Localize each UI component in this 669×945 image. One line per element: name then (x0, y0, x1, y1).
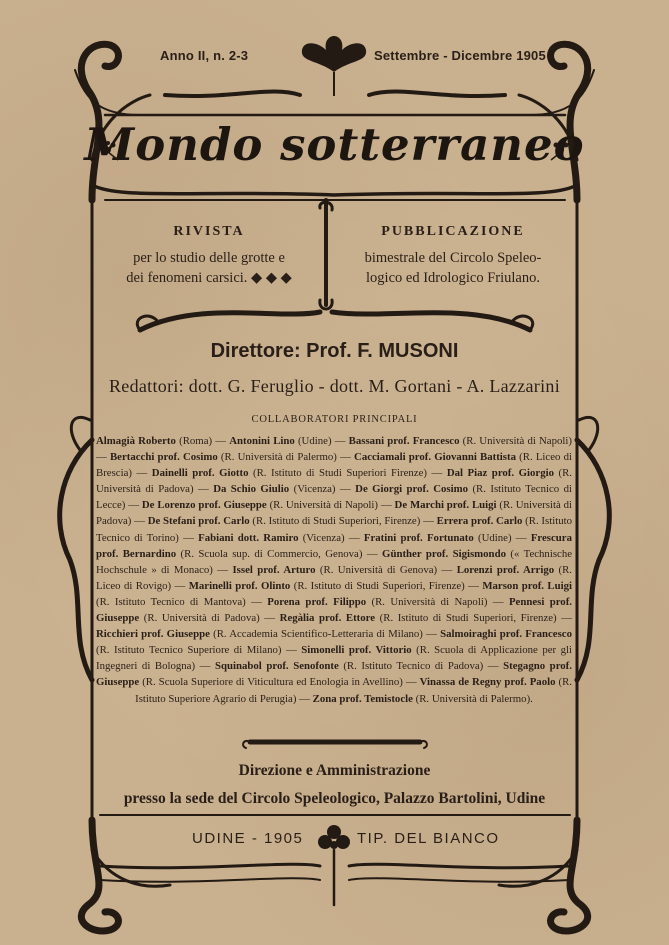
collaborator-affiliation: (R. Istituto di Studi Superiori, Firenze) — (290, 579, 483, 592)
collaborator-name: Marinelli prof. Olinto (188, 579, 291, 592)
collaborator-affiliation: (R. Istituto Tecnico Superiore di Milano) — (96, 644, 302, 657)
collaborator-affiliation: (R. Università di Padova) — (96, 467, 573, 496)
collaborator-name: Errera prof. Carlo (436, 515, 523, 528)
director-line: Direttore: Prof. F. MUSONI (210, 340, 459, 362)
right-column-line2: logico ed Idrologico Friulano. (366, 270, 540, 286)
collaborator-name: Vinassa de Regny prof. Paolo (419, 676, 556, 689)
collaborator-affiliation: (R. Università di Napoli) — (366, 595, 509, 608)
collaborator-affiliation: (R. Istituto di Studi Superiori, Firenze) — (375, 612, 572, 625)
collaborators-heading: COLLABORATORI PRINCIPALI (251, 414, 418, 425)
collaborator-affiliation: (R. Liceo di Brescia) — (96, 451, 572, 480)
collaborator-name: Dal Piaz prof. Giorgio (446, 467, 554, 480)
collaborator-affiliation: (Udine) — (473, 531, 531, 544)
collaborator-affiliation: (R. Università di Palermo). (412, 692, 533, 705)
collaborator-affiliation: (Vicenza) — (298, 531, 364, 544)
collaborator-name: Fratini prof. Fortunato (363, 531, 474, 544)
collaborator-affiliation: (R. Università di Napoli) — (266, 499, 395, 512)
collaborator-name: Fabiani dott. Ramiro (198, 531, 299, 544)
collaborator-name: Bertacchi prof. Cosimo (109, 451, 218, 464)
collaborator-affiliation: (R. Istituto Tecnico di Mantova) — (96, 595, 268, 608)
collaborator-affiliation: (R. Istituto Superiore Agrario di Perugia) — (135, 676, 572, 705)
collaborator-affiliation: (R. Liceo di Rovigo) — (96, 563, 573, 592)
right-column (336, 222, 570, 288)
journal-title: Mondo sotterraneo (84, 118, 585, 171)
administration-address: presso la sede del Circolo Speleologico, Palazzo Bartolini, Udine (123, 790, 546, 807)
collaborator-name: De Lorenzo prof. Giuseppe (141, 499, 267, 512)
collaborator-name: De Marchi prof. Luigi (394, 499, 497, 512)
administration-heading: Direzione e Amministrazione (238, 762, 431, 779)
left-column-line2: dei fenomeni carsici. ◆ ◆ ◆ (126, 270, 292, 286)
collaborator-name: Simonelli prof. Vittorio (301, 644, 412, 657)
collaborator-affiliation: (R. Istituto Tecnico di Torino) — (96, 515, 573, 544)
collaborator-name: Dainelli prof. Giotto (151, 467, 249, 480)
collaborator-affiliation: (Udine) — (294, 435, 349, 447)
collaborator-name: De Stefani prof. Carlo (147, 515, 250, 528)
clover-ornament-icon (318, 825, 350, 849)
collaborator-affiliation: (Vicenza) — (289, 483, 356, 496)
right-column-line1: bimestrale del Circolo Speleo- (364, 250, 542, 266)
collaborator-name: Bassani prof. Francesco (348, 435, 460, 447)
collaborator-affiliation: (R. Scuola sup. di Commercio, Genova) — (176, 547, 383, 560)
collaborator-affiliation: (R. Istituto Tecnico di Padova) — (338, 660, 504, 673)
collaborator-affiliation: (R. Istituto Tecnico di Lecce) — (96, 483, 572, 512)
issue-date: Settembre - Dicembre 1905 (374, 48, 546, 63)
collaborator-name: Pennesi prof. Giuseppe (96, 595, 573, 625)
collaborator-name: Squinabol prof. Senofonte (214, 660, 339, 673)
collaborator-name: Almagià Roberto (96, 435, 176, 447)
collaborator-affiliation: (Roma) — (175, 435, 230, 447)
collaborator-name: Marson prof. Luigi (482, 579, 572, 592)
collaborator-affiliation: (R. Scuola Superiore di Viticultura ed Enologia in Avellino) — (139, 676, 420, 689)
imprint-place-year: UDINE - 1905 (192, 830, 304, 847)
collaborator-affiliation: (« Technische Hochschule » di Monaco) — (96, 547, 573, 576)
imprint-printer: TIP. DEL BIANCO (357, 830, 500, 847)
collaborator-name: Da Schio Giulio (213, 483, 290, 496)
issue-number: Anno II, n. 2-3 (160, 48, 249, 63)
collaborator-affiliation: (R. Istituto di Studi Superiori Firenze) — (248, 467, 447, 480)
collaborator-affiliation: (R. Università di Napoli) — (96, 435, 572, 464)
collaborator-affiliation: (R. Scuola di Applicazione per gli Ingegneri di Bologna) — (96, 644, 572, 673)
collaborator-name: De Giorgi prof. Cosimo (355, 483, 469, 496)
collaborator-name: Lorenzi prof. Arrigo (456, 563, 555, 576)
collaborator-affiliation: (R. Università di Palermo) — (217, 451, 355, 464)
collaborator-name: Günther prof. Sigismondo (382, 547, 506, 560)
collaborator-name: Zona prof. Temistocle (312, 692, 413, 705)
left-column-line1: per lo studio delle grotte e (133, 250, 285, 266)
flower-ornament-icon (302, 36, 366, 96)
collaborator-name: Frescura prof. Bernardino (96, 531, 572, 560)
collaborator-name: Cacciamali prof. Giovanni Battista (354, 451, 516, 464)
editors-line: Redattori: dott. G. Feruglio - dott. M. Gortani - A. Lazzarini (108, 376, 560, 396)
collaborators-list (96, 433, 572, 707)
collaborator-affiliation: (R. Università di Padova) — (139, 612, 280, 625)
collaborator-name: Regàlia prof. Ettore (279, 612, 376, 625)
left-column (92, 222, 326, 288)
collaborator-name: Antonini Lino (229, 435, 295, 447)
collaborator-name: Salmoiraghi prof. Francesco (440, 628, 572, 641)
collaborator-affiliation: (R. Accademia Scientifico-Letteraria di Milano) — (209, 628, 441, 641)
left-column-heading: RIVISTA (173, 224, 245, 239)
collaborator-name: Stegagno prof. Giuseppe (96, 660, 572, 689)
collaborator-name: Ricchieri prof. Giuseppe (96, 628, 210, 641)
collaborator-affiliation: (R. Istituto di Studi Superiori, Firenze) — (249, 515, 437, 528)
collaborator-name: Issel prof. Arturo (232, 563, 316, 576)
right-column-heading: PUBBLICAZIONE (381, 224, 525, 239)
collaborator-affiliation: (R. Università di Padova) — (96, 499, 573, 528)
collaborator-name: Porena prof. Filippo (267, 595, 367, 608)
collaborator-affiliation: (R. Università di Genova) — (315, 563, 457, 576)
